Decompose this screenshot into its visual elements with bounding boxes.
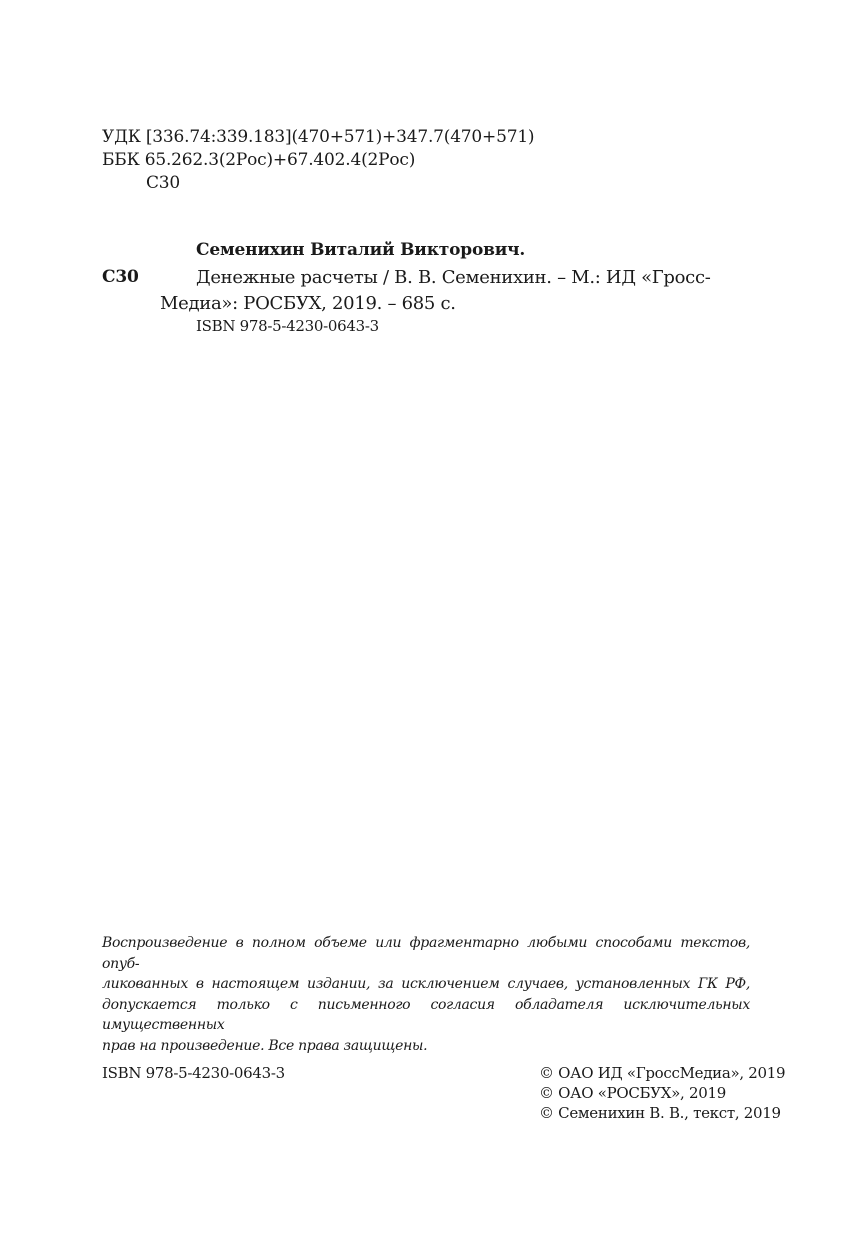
copyright-line: © Семенихин В. В., текст, 2019 (539, 1104, 781, 1122)
record-title-line-1: Денежные расчеты / В. В. Семенихин. – М.: ИД «Гросс- (196, 267, 711, 288)
author-mark: С30 (102, 267, 139, 287)
copyright-line: © ОАО ИД «ГроссМедиа», 2019 (539, 1064, 786, 1082)
record-isbn: ISBN 978-5-4230-0643-3 (196, 317, 379, 335)
author-name: Семенихин Виталий Викторович. (196, 240, 526, 260)
copyright-line: © ОАО «РОСБУХ», 2019 (539, 1084, 726, 1102)
copyright-list (539, 1063, 785, 1123)
notice-line: прав на произведение. Все права защищены. (102, 1037, 428, 1054)
copyright-notice (102, 933, 750, 1056)
author-mark-top: С30 (146, 173, 181, 193)
record-title-line-2: Медиа»: РОСБУХ, 2019. – 685 с. (160, 293, 456, 314)
notice-line: ликованных в настоящем издании, за исключением случаев, установленных ГК РФ, (102, 976, 750, 992)
udk-code: УДК [336.74:339.183](470+571)+347.7(470+571) (102, 127, 535, 147)
notice-line: Воспроизведение в полном объеме или фрагментарно любыми способами текстов, опуб- (102, 935, 750, 972)
footer-isbn: ISBN 978-5-4230-0643-3 (102, 1064, 285, 1082)
bbk-code: ББК 65.262.3(2Рос)+67.402.4(2Рос) (102, 150, 416, 170)
notice-line: допускается только с письменного согласия обладателя исключительных имущественных (102, 996, 750, 1033)
